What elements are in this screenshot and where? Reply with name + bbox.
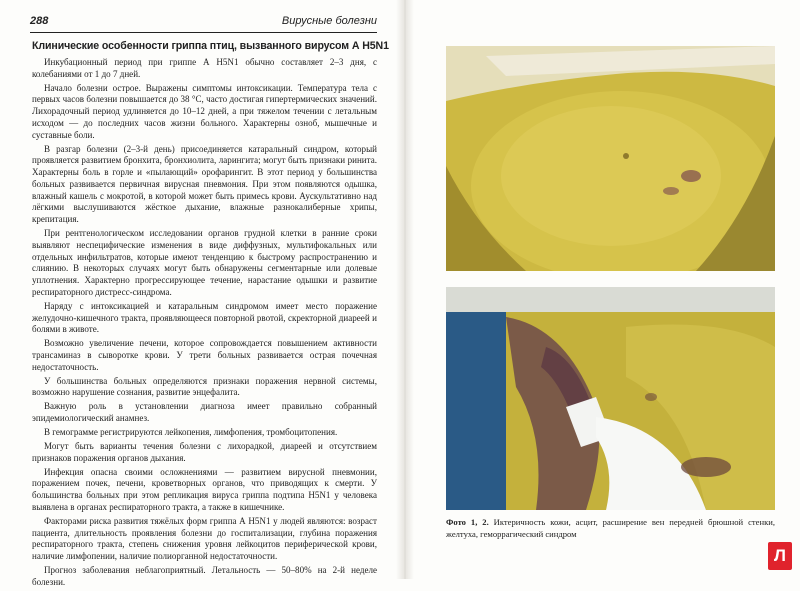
arm-illustration (446, 287, 775, 510)
paragraph: Инфекция опасна своими осложнениями — развитием вирусной пневмонии, поражением почек, печени, кроветворных органов, что приводящих к смерти. У большинства больных при этом репликация вируса гриппа подтипа H5N1 у человека выявлена в органах респираторного тракта, а также в кишечнике. (32, 466, 377, 512)
paragraph: При рентгенологическом исследовании органов грудной клетки в ранние сроки выявляют неспецифические изменения в виде диффузных, мультифокальных или отдельных инфильтратов, которые имеют тенденцию к быстрому распространению и слиянию. В некоторых случаях могут быть обнаружены сегментарные или долевые уплотнения. Характерно прогрессирующее течение, нарастание одышки и развитие респираторного дистресс-синдрома. (32, 228, 377, 297)
paragraph: Начало болезни острое. Выражены симптомы интоксикации. Температура тела с первых часов болезни повышается до 38 °С, часто достигая гипертермических значений. Лихорадочный период удлиняется до 10–12 дней, а при тяжелом течении с летальным исходом — до последних часов жизни больного. Характерны озноб, мышечные и суставные боли. (32, 82, 377, 140)
paragraph: В разгар болезни (2–3-й день) присоединяется катаральный синдром, который проявляется развитием бронхита, бронхиолита, ларингита; могут быть признаки ринита. Характерны боль в горле и «пылающий» орофарингит. В этот период у большинства больных развивается первичная вирусная пневмония. При этом появляются одышка, влажный кашель с мокротой, в которой может быть примесь крови. Аускультативно над лёгкими выслушиваются жёсткое дыхание, влажные разнокалиберные хрипы, крепитация. (32, 143, 377, 225)
paragraph: Важную роль в установлении диагноза имеет правильно собранный эпидемиологический анамнез. (32, 401, 377, 424)
running-header (30, 10, 377, 33)
paragraph: Наряду с интоксикацией и катаральным синдромом имеет место поражение желудочно-кишечного тракта, проявляющееся повторной рвотой, скректорной диареей и болями в животе. (32, 300, 377, 335)
abdomen-illustration (446, 46, 775, 271)
photo-abdomen (446, 46, 775, 271)
photo-caption (446, 517, 775, 540)
running-head-title: Вирусные болезни (281, 15, 377, 27)
paragraph: Могут быть варианты течения болезни с лихорадкой, диареей и отсутствием признаков поражения органов дыхания. (32, 440, 377, 463)
book-gutter (396, 0, 414, 579)
section-title: Клинические особенности гриппа птиц, вызванного вирусом А H5N1 (32, 40, 389, 52)
paragraph: Прогноз заболевания неблагоприятный. Летальность — 50–80% на 2-й неделе болезни. (32, 565, 377, 587)
right-page (414, 0, 800, 579)
paragraph: У большинства больных определяются признаки поражения нервной системы, возможно нарушение сознания, развитие энцефалита. (32, 375, 377, 398)
caption-label: Фото 1, 2. (446, 517, 489, 527)
body-text (32, 57, 377, 591)
photo-arm-bandage (446, 287, 775, 510)
paragraph: Инкубационный период при гриппе А H5N1 обычно составляет 2–3 дня, с колебаниями от 1 до 7 дней. (32, 57, 377, 79)
page-number: 288 (30, 15, 49, 27)
paragraph: В гемограмме регистрируются лейкопения, лимфопения, тромбоцитопения. (44, 427, 338, 437)
paragraph: Факторами риска развития тяжёлых форм гриппа А H5N1 у людей являются: возраст пациента, длительность проявления болезни до госпитализации, глубина поражения респираторного тракта, степень снижения уровня лейкоцитов периферической крови, наличие лимфопении, наличие полиорганной недостаточности. (32, 515, 377, 562)
caption-text: Иктеричность кожи, асцит, расширение вен передней брюшной стенки, желтуха, геморрагический синдром (446, 517, 775, 539)
paragraph: Возможно увеличение печени, которое сопровождается повышением активности трансаминаз в сыворотке крови. У трети больных развивается острая почечная недостаточность. (32, 338, 377, 372)
left-page (0, 0, 398, 587)
publisher-logo: Л (768, 542, 792, 570)
